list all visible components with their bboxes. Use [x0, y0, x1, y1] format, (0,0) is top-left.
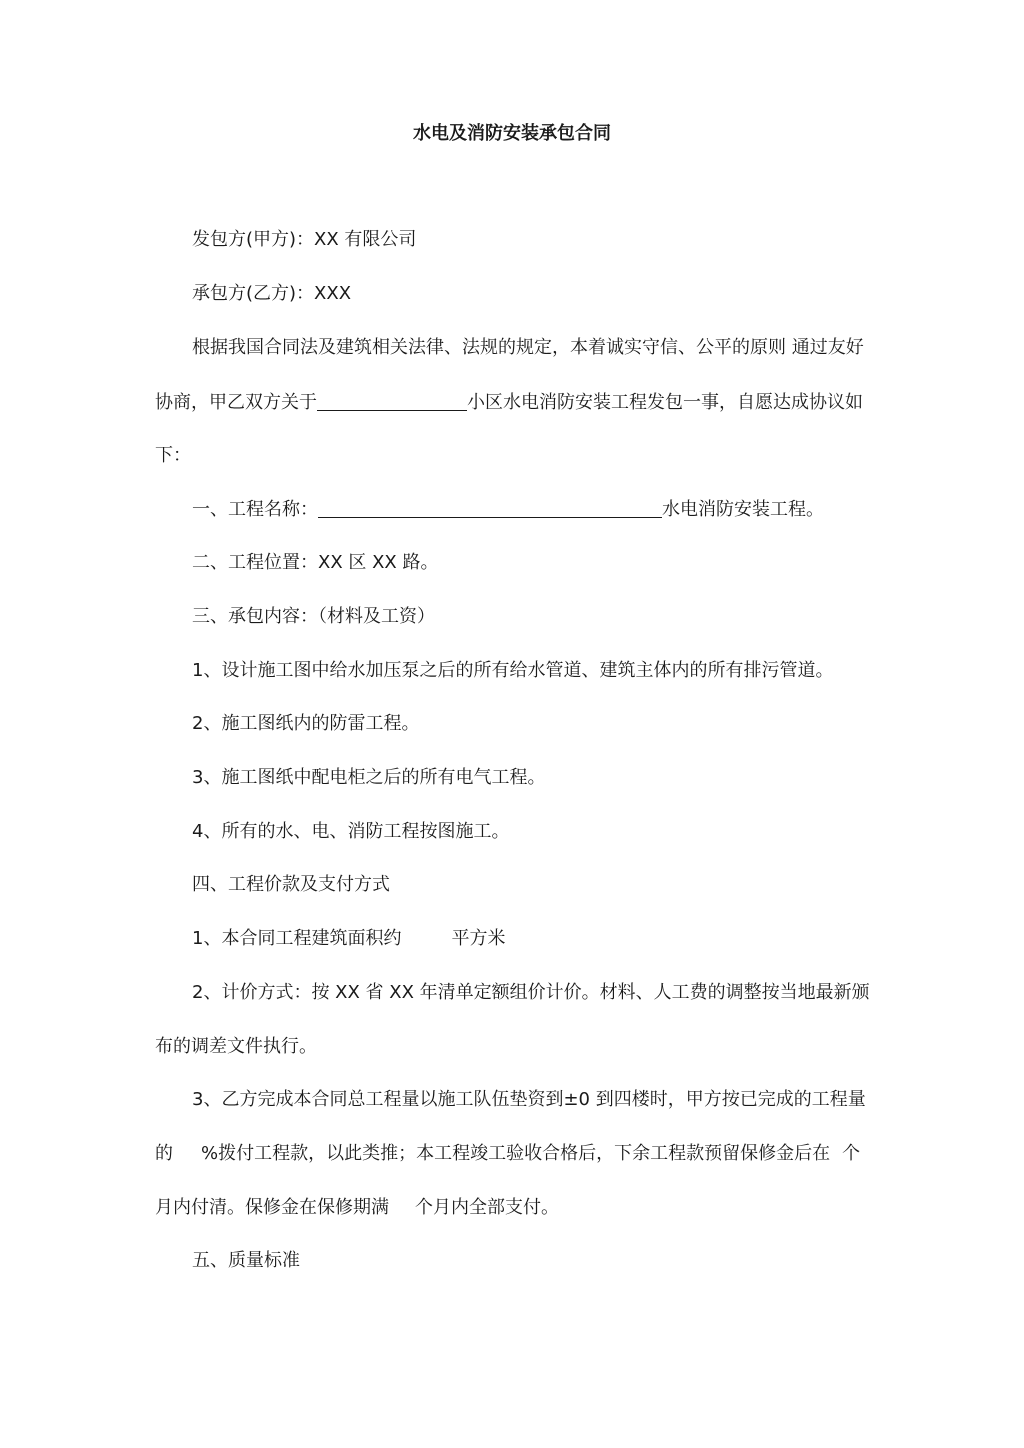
section-1-prefix: 一、工程名称： — [192, 499, 318, 520]
item-4-3-line-2 — [155, 1142, 860, 1166]
section-1-suffix: 水电消防安装工程。 — [662, 499, 824, 520]
item-4-1 — [192, 927, 505, 951]
section-4-line: 四、工程价款及支付方式 — [192, 874, 390, 895]
party-a-line: 发包方(甲方)：XX 有限公司 — [192, 229, 417, 250]
item-3-3: 3、施工图纸中配电柜之后的所有电气工程。 — [192, 767, 546, 788]
section-3-line: 三、承包内容：（材料及工资） — [192, 606, 435, 627]
item-4-3-text-e: 个月内全部支付。 — [415, 1197, 559, 1218]
item-4-3-line-1: 3、乙方完成本合同总工程量以施工队伍垫资到±0 到四楼时，甲方按已完成的工程量 — [192, 1089, 866, 1110]
item-3-4: 4、所有的水、电、消防工程按图施工。 — [192, 821, 510, 842]
item-4-1-suffix: 平方米 — [451, 928, 506, 949]
item-4-3-text-c: 个 — [842, 1143, 861, 1164]
intro-line-2 — [155, 390, 863, 415]
intro-line-1: 根据我国合同法及建筑相关法律、法规的规定，本着诚实守信、公平的原则 通过友好 — [192, 337, 864, 358]
item-4-3-line-3 — [155, 1196, 559, 1220]
section-5-line: 五、质量标准 — [192, 1250, 300, 1271]
item-4-3-text-d: 月内付清。保修金在保修期满 — [155, 1197, 389, 1218]
section-2-line: 二、工程位置：XX 区 XX 路。 — [192, 552, 439, 573]
item-4-1-prefix: 1、本合同工程建筑面积约 — [192, 928, 402, 949]
document-title: 水电及消防安装承包合同 — [413, 123, 611, 144]
intro-line-3: 下： — [155, 445, 191, 466]
section-1-line — [192, 497, 824, 522]
intro-text-before-blank: 协商，甲乙双方关于 — [155, 392, 317, 413]
item-4-2-line-1: 2、计价方式：按 XX 省 XX 年清单定额组价计价。材料、人工费的调整按当地最新颁 — [192, 982, 870, 1003]
party-b-line: 承包方(乙方)：XXX — [192, 283, 352, 304]
item-3-1: 1、设计施工图中给水加压泵之后的所有给水管道、建筑主体内的所有排污管道。 — [192, 660, 834, 681]
item-4-3-text-b: %拨付工程款，以此类推；本工程竣工验收合格后，下余工程款预留保修金后在 — [201, 1143, 831, 1164]
item-4-3-text-a: 的 — [155, 1143, 173, 1164]
item-3-2: 2、施工图纸内的防雷工程。 — [192, 713, 420, 734]
section-1-blank — [318, 497, 662, 518]
intro-text-after-blank: 小区水电消防安装工程发包一事，自愿达成协议如 — [467, 392, 863, 413]
project-name-blank — [317, 390, 467, 411]
item-4-2-line-2: 布的调差文件执行。 — [155, 1036, 317, 1057]
